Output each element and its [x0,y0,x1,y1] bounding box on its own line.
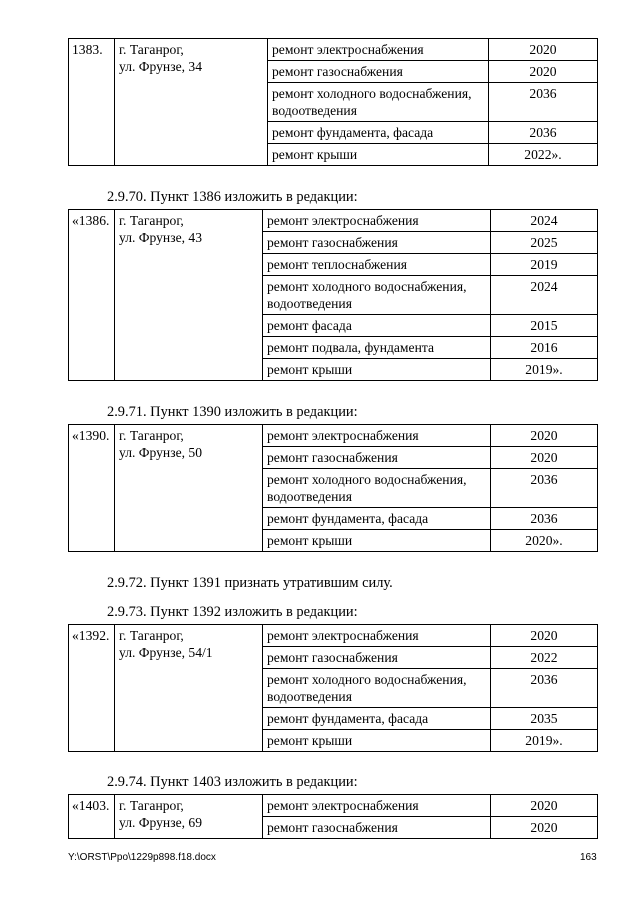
work-name: ремонт фундамента, фасада [268,122,489,144]
address-city: г. Таганрог, [119,213,184,228]
work-name: ремонт электроснабжения [263,625,491,647]
work-name: ремонт фундамента, фасада [263,708,491,730]
work-name: ремонт электроснабжения [268,39,489,61]
table-row [69,425,598,447]
work-name: ремонт холодного водоснабжения, водоотведения [263,669,491,708]
work-year: 2019». [491,359,598,381]
entry-table-1392 [68,624,598,752]
work-year: 2020 [491,447,598,469]
entry-table-1383 [68,38,598,166]
section-heading: 2.9.72. Пункт 1391 признать утратившим силу. [107,575,393,591]
work-year: 2019». [491,730,598,752]
entry-number: «1390. [69,425,115,552]
work-year: 2020 [491,625,598,647]
entry-number: «1392. [69,625,115,752]
address-city: г. Таганрог, [119,42,184,57]
work-name: ремонт теплоснабжения [263,254,491,276]
work-name: ремонт крыши [263,730,491,752]
work-name: ремонт газоснабжения [263,447,491,469]
work-name: ремонт крыши [263,530,491,552]
work-year: 2036 [491,508,598,530]
work-name: ремонт подвала, фундамента [263,337,491,359]
address-street: ул. Фрунзе, 43 [119,230,203,245]
address-street: ул. Фрунзе, 50 [119,445,203,460]
entry-number: «1386. [69,210,115,381]
work-year: 2036 [491,469,598,508]
work-name: ремонт газоснабжения [263,232,491,254]
work-year: 2022». [489,144,598,166]
table-row [69,795,598,817]
address-city: г. Таганрог, [119,798,184,813]
entry-table-1386 [68,209,598,381]
table-row [69,625,598,647]
address-city: г. Таганрог, [119,428,184,443]
work-name: ремонт газоснабжения [263,647,491,669]
work-year: 2036 [491,669,598,708]
address-city: г. Таганрог, [119,628,184,643]
work-year: 2020». [491,530,598,552]
work-year: 2019 [491,254,598,276]
entry-address [115,39,268,166]
work-name: ремонт газоснабжения [268,61,489,83]
work-name: ремонт фундамента, фасада [263,508,491,530]
table-row [69,210,598,232]
address-street: ул. Фрунзе, 69 [119,815,203,830]
work-year: 2020 [491,795,598,817]
entry-table-1390 [68,424,598,552]
section-heading: 2.9.74. Пункт 1403 изложить в редакции: [107,774,358,790]
work-year: 2025 [491,232,598,254]
entry-address [115,425,263,552]
footer-page-number: 163 [580,852,597,863]
section-heading: 2.9.73. Пункт 1392 изложить в редакции: [107,604,358,620]
entry-address [115,625,263,752]
work-name: ремонт электроснабжения [263,425,491,447]
work-name: ремонт электроснабжения [263,210,491,232]
section-heading: 2.9.71. Пункт 1390 изложить в редакции: [107,404,358,420]
work-year: 2020 [489,61,598,83]
work-year: 2022 [491,647,598,669]
work-name: ремонт электроснабжения [263,795,491,817]
work-name: ремонт холодного водоснабжения, водоотведения [263,469,491,508]
work-name: ремонт крыши [263,359,491,381]
entry-number: «1403. [69,795,115,839]
work-name: ремонт крыши [268,144,489,166]
work-name: ремонт холодного водоснабжения, водоотведения [268,83,489,122]
work-year: 2020 [491,425,598,447]
work-year: 2015 [491,315,598,337]
footer-file-path: Y:\ORST\Ppo\1229p898.f18.docx [68,852,216,863]
entry-address [115,795,263,839]
table-row [69,39,598,61]
work-year: 2036 [489,122,598,144]
work-year: 2036 [489,83,598,122]
section-heading: 2.9.70. Пункт 1386 изложить в редакции: [107,189,358,205]
work-year: 2016 [491,337,598,359]
entry-address [115,210,263,381]
work-name: ремонт газоснабжения [263,817,491,839]
work-year: 2024 [491,210,598,232]
address-street: ул. Фрунзе, 54/1 [119,645,213,660]
work-year: 2020 [489,39,598,61]
work-name: ремонт фасада [263,315,491,337]
work-year: 2035 [491,708,598,730]
entry-table-1403 [68,794,598,839]
work-name: ремонт холодного водоснабжения, водоотведения [263,276,491,315]
work-year: 2024 [491,276,598,315]
address-street: ул. Фрунзе, 34 [119,59,203,74]
entry-number: 1383. [69,39,115,166]
work-year: 2020 [491,817,598,839]
